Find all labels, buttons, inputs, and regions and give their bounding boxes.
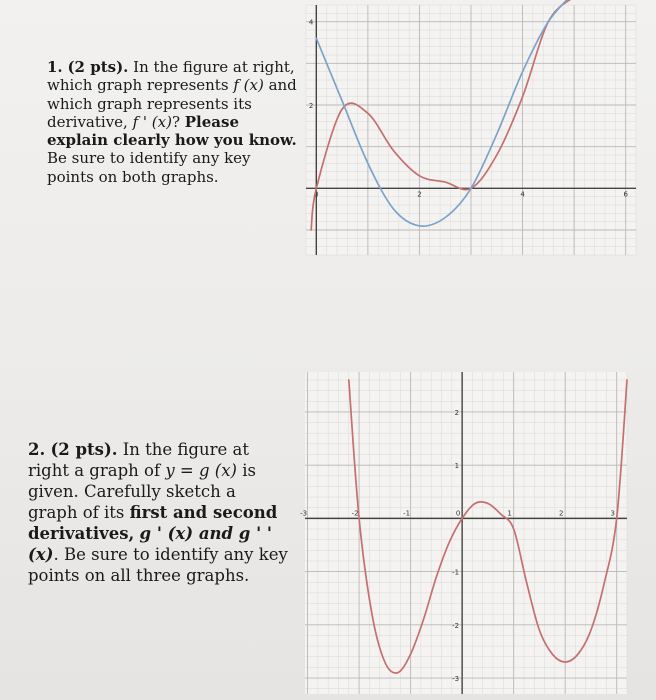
x-tick-label: 1	[507, 509, 512, 518]
x-tick-label: 2	[417, 190, 422, 199]
problem-2-bold-derivs: g ' (x) and g ' ' (x)	[28, 523, 272, 564]
y-tick-label: 1	[454, 462, 460, 471]
graph-background	[305, 372, 627, 694]
x-tick-label: -2	[351, 509, 359, 518]
y-tick-label: -2	[452, 621, 460, 630]
problem-1-text-a: In the figure at right, which graph represents	[47, 58, 295, 95]
x-tick-label: 0	[455, 509, 461, 518]
x-tick-label: 6	[623, 190, 628, 199]
y-tick-label: 4	[308, 18, 314, 27]
problem-2-text-c: . Be sure to identify any key points on all three graphs.	[28, 544, 288, 585]
problem-1-text-c: ?	[171, 112, 185, 131]
problem-1-text-d: Be sure to identify any key points on both graphs.	[47, 149, 251, 186]
problem-1-points: (2 pts).	[67, 58, 129, 76]
x-tick-label: -1	[403, 509, 411, 518]
y-tick-label: -1	[452, 568, 460, 577]
y-tick-label: -3	[452, 675, 460, 684]
problem-2-text-a: In the figure at right a graph of	[28, 440, 249, 480]
x-tick-label: 0	[314, 190, 319, 199]
problem-2-points: (2 pts).	[50, 440, 118, 459]
problem-1-text-b: and which graph represents its derivative,	[47, 76, 297, 131]
x-tick-label: 4	[520, 190, 525, 199]
x-tick-label: 2	[558, 509, 564, 518]
problem-2-bold-instruction: first and second derivatives,	[28, 502, 278, 543]
y-tick-label: 2	[454, 408, 460, 417]
problem-1-fx: f (x)	[233, 76, 264, 95]
problem-2-text-b: is given. Carefully sketch a graph of its	[28, 460, 256, 522]
x-tick-label: -3	[300, 509, 308, 518]
problem-1-bold-instruction: Please explain clearly how you know.	[47, 112, 297, 150]
problem-1-number: 1.	[47, 58, 63, 76]
y-tick-label: 2	[308, 102, 314, 110]
problem-2-y-eq: y = g (x)	[165, 460, 237, 480]
problem-2-number: 2.	[28, 440, 46, 459]
problem-1-fprime: f ' (x)	[132, 112, 172, 131]
x-tick-label: 3	[610, 509, 615, 518]
